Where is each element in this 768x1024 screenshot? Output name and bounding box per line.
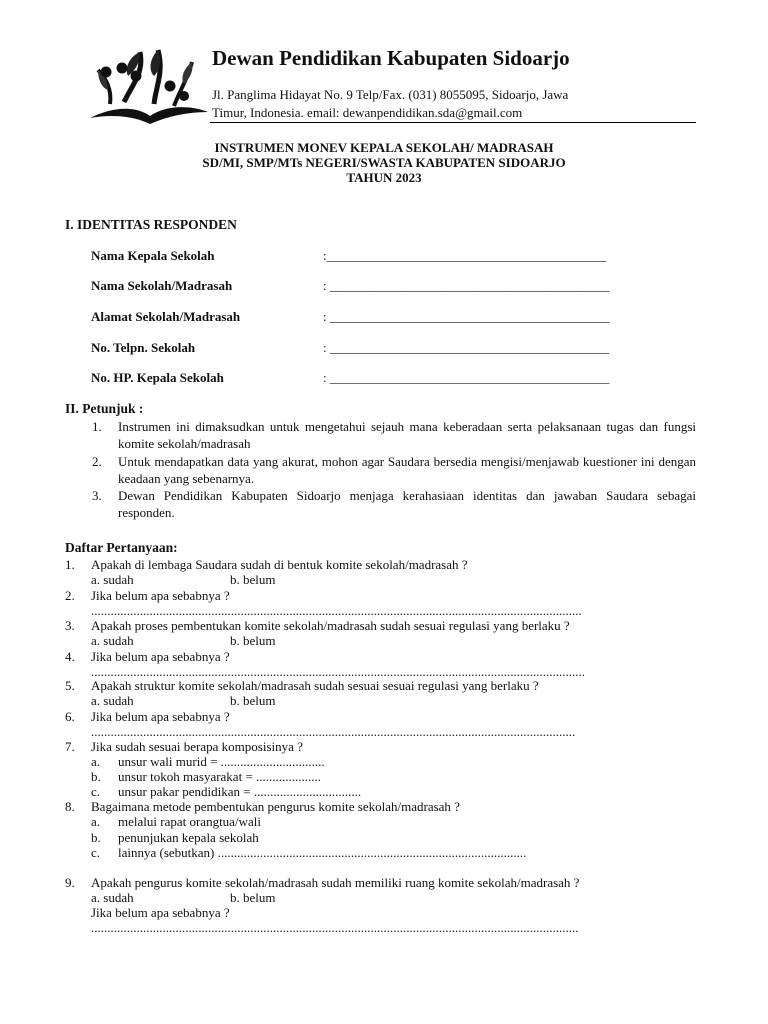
document-title-line-1: INSTRUMEN MONEV KEPALA SEKOLAH/ MADRASAH [214, 140, 554, 155]
question-number: 3. [65, 618, 75, 633]
questions-heading: Daftar Pertanyaan: [65, 540, 178, 555]
question-text: Bagaimana metode pembentukan pengurus komite sekolah/madrasah ? [91, 799, 460, 814]
identity-heading: I. IDENTITAS RESPONDEN [65, 217, 237, 232]
question-number: 7. [65, 739, 75, 754]
field-label-school-address: Alamat Sekolah/Madrasah [91, 309, 241, 324]
field-label-school-name: Nama Sekolah/Madrasah [91, 278, 233, 293]
option-sudah[interactable]: a. sudah [91, 693, 134, 708]
question-number: 9. [65, 875, 75, 890]
option-sudah[interactable]: a. sudah [91, 633, 134, 648]
option-lainnya[interactable]: lainnya (sebutkan) ............................................................................................... [118, 845, 527, 860]
instruction-text: Dewan Pendidikan Kabupaten Sidoarjo menjaga kerahasiaan identitas dan jawaban Saudara sebagai responden. [118, 488, 696, 520]
question-number: 2. [65, 588, 75, 603]
header-divider [210, 122, 696, 123]
address-line-2: Timur, Indonesia. email: dewanpendidikan.sda@gmail.com [212, 105, 523, 120]
question-text: Apakah pengurus komite sekolah/madrasah sudah memiliki ruang komite sekolah/madrasah ? [91, 875, 580, 890]
answer-dotted-line[interactable]: ..................................................................................................................................................... [91, 724, 576, 739]
option-sudah[interactable]: a. sudah [91, 572, 134, 587]
option-pakar-pendidikan[interactable]: unsur pakar pendidikan = ................................. [118, 784, 362, 799]
field-blank-principal-name[interactable]: :___________________________________________ [323, 248, 607, 263]
option-letter: b. [91, 830, 101, 845]
answer-dotted-line[interactable]: ....................................................................................................................................................... [91, 603, 582, 618]
question-followup: Jika belum apa sebabnya ? [91, 905, 230, 920]
question-text: Jika belum apa sebabnya ? [91, 588, 230, 603]
question-number: 4. [65, 649, 75, 664]
dewan-pendidikan-logo [84, 42, 210, 128]
option-letter: c. [91, 845, 101, 860]
answer-dotted-line[interactable]: ........................................................................................................................................................ [91, 664, 585, 679]
question-number: 6. [65, 709, 75, 724]
document-title-line-2: SD/MI, SMP/MTs NEGERI/SWASTA KABUPATEN SIDOARJO [202, 155, 566, 170]
answer-dotted-line[interactable]: ...................................................................................................................................................... [91, 920, 579, 935]
question-text: Apakah proses pembentukan komite sekolah/madrasah sudah sesuai regulasi yang berlaku ? [91, 618, 570, 633]
option-rapat-orangtua[interactable]: melalui rapat orangtua/wali [118, 814, 261, 829]
field-blank-school-name[interactable]: : ___________________________________________ [323, 278, 610, 293]
question-text: Jika sudah sesuai berapa komposisinya ? [91, 739, 303, 754]
option-belum[interactable]: b. belum [230, 633, 276, 648]
field-label-principal-name: Nama Kepala Sekolah [91, 248, 215, 263]
instructions-heading: II. Petunjuk : [65, 401, 144, 416]
field-blank-school-phone[interactable]: : ___________________________________________ [323, 340, 610, 355]
question-text: Apakah struktur komite sekolah/madrasah sudah sesuai sesuai regulasi yang berlaku ? [91, 678, 539, 693]
document-title-line-3: TAHUN 2023 [346, 170, 422, 185]
instruction-number: 2. [92, 454, 102, 469]
field-label-school-phone: No. Telpn. Sekolah [91, 340, 196, 355]
field-label-principal-phone: No. HP. Kepala Sekolah [91, 370, 224, 385]
option-belum[interactable]: b. belum [230, 572, 276, 587]
question-number: 8. [65, 799, 75, 814]
instruction-number: 1. [92, 419, 102, 434]
option-wali-murid[interactable]: unsur wali murid = ................................ [118, 754, 325, 769]
question-number: 5. [65, 678, 75, 693]
option-sudah[interactable]: a. sudah [91, 890, 134, 905]
option-penunjukan[interactable]: penunjukan kepala sekolah [118, 830, 259, 845]
option-letter: a. [91, 754, 101, 769]
instruction-text: Untuk mendapatkan data yang akurat, mohon agar Saudara bersedia mengisi/menjawab kuestioner ini dengan keadaan yang sebenarnya. [118, 454, 696, 486]
question-text: Jika belum apa sebabnya ? [91, 649, 230, 664]
instruction-number: 3. [92, 488, 102, 503]
field-blank-principal-phone[interactable]: : ___________________________________________ [323, 370, 610, 385]
organization-name: Dewan Pendidikan Kabupaten Sidoarjo [212, 46, 570, 70]
field-blank-school-address[interactable]: : ___________________________________________ [323, 309, 610, 324]
option-tokoh-masyarakat[interactable]: unsur tokoh masyarakat = .................... [118, 769, 322, 784]
question-number: 1. [65, 557, 75, 572]
option-letter: a. [91, 814, 101, 829]
question-text: Jika belum apa sebabnya ? [91, 709, 230, 724]
option-letter: b. [91, 769, 101, 784]
option-letter: c. [91, 784, 101, 799]
question-text: Apakah di lembaga Saudara sudah di bentuk komite sekolah/madrasah ? [91, 557, 468, 572]
option-belum[interactable]: b. belum [230, 890, 276, 905]
option-belum[interactable]: b. belum [230, 693, 276, 708]
instruction-text: Instrumen ini dimaksudkan untuk mengetahui sejauh mana keberadaan serta pelaksanaan tugas dan fungsi komite sekolah/madrasah [118, 419, 696, 451]
address-line-1: Jl. Panglima Hidayat No. 9 Telp/Fax. (031) 8055095, Sidoarjo, Jawa [212, 87, 569, 102]
